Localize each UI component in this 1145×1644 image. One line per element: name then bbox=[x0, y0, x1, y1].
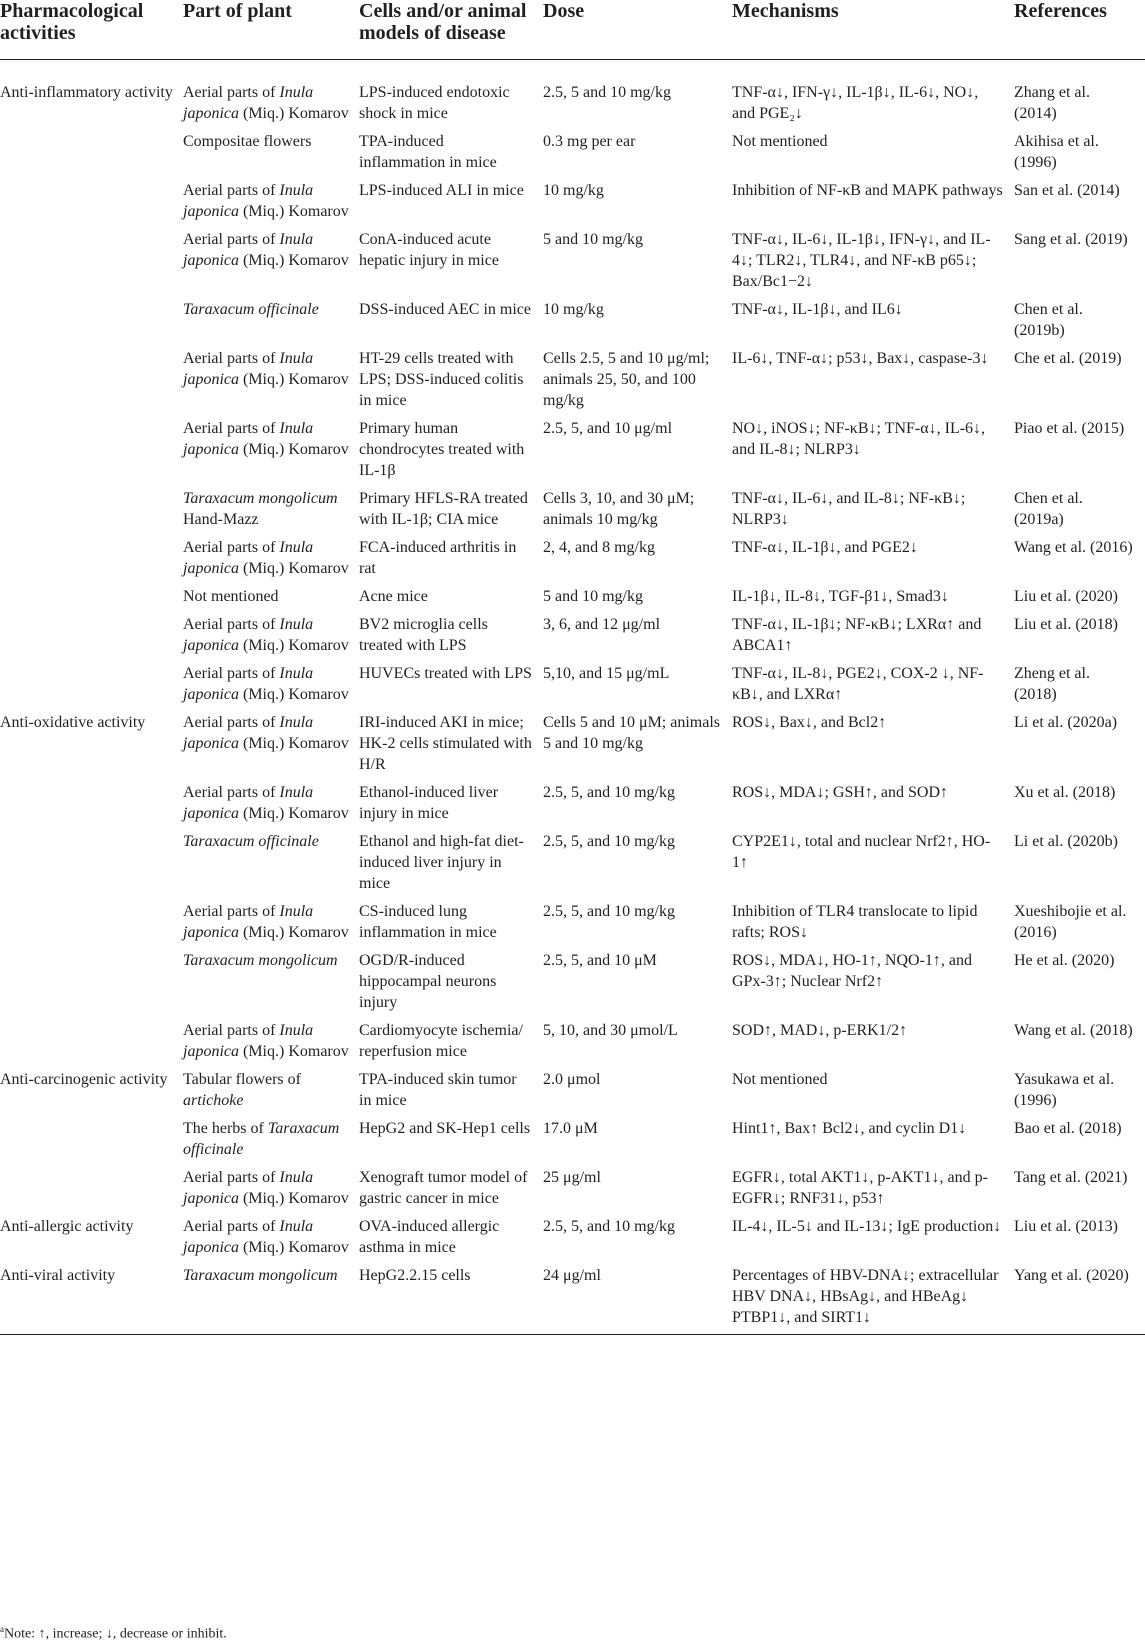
cell-reference: Li et al. (2020b) bbox=[1014, 833, 1118, 850]
cell-mechanisms: TNF-α↓, IL-1β↓, and IL6↓ bbox=[732, 301, 903, 318]
cell-dose: 0.3 mg per ear bbox=[543, 133, 636, 150]
cell-mechanisms: Inhibition of NF-κB and MAPK pathways bbox=[732, 182, 1003, 199]
header-models: Cells and/or animal models of disease bbox=[359, 0, 527, 44]
cell-reference: Yang et al. (2020) bbox=[1014, 1267, 1129, 1284]
cell-mechanisms: Not mentioned bbox=[732, 133, 828, 150]
species-name: Taraxacum officinale bbox=[183, 833, 319, 850]
footnote bbox=[0, 1620, 227, 1644]
cell-dose: Cells 3, 10, and 30 μM; animals 10 mg/kg bbox=[543, 490, 695, 528]
cell-dose: 5 and 10 mg/kg bbox=[543, 588, 643, 605]
species-name: Inula japonica bbox=[183, 1218, 314, 1256]
cell-mechanisms: TNF-α↓, IFN-γ↓, IL-1β↓, IL-6↓, NO↓, and PGE₂↓ bbox=[732, 84, 979, 122]
cell-reference: Xu et al. (2018) bbox=[1014, 784, 1116, 801]
cell-disease-model: Acne mice bbox=[359, 588, 428, 605]
cell-dose: 2.5, 5, and 10 mg/kg bbox=[543, 833, 675, 850]
cell-disease-model: HUVECs treated with LPS bbox=[359, 665, 532, 682]
cell-disease-model: DSS-induced AEC in mice bbox=[359, 301, 531, 318]
table-row bbox=[0, 1265, 1145, 1335]
plant-part-text: Tabular flowers of bbox=[183, 1071, 301, 1088]
cell-disease-model: HepG2.2.15 cells bbox=[359, 1267, 471, 1284]
plant-part-text: Aerial parts of bbox=[183, 350, 280, 367]
cell-reference: Che et al. (2019) bbox=[1014, 350, 1122, 367]
cell-plant-part bbox=[183, 901, 359, 950]
cell-plant-part bbox=[183, 950, 359, 1020]
cell-reference: Liu et al. (2018) bbox=[1014, 616, 1118, 633]
table-row bbox=[0, 782, 1145, 831]
cell-reference: Zheng et al. (2018) bbox=[1014, 665, 1090, 703]
cell-plant-part bbox=[183, 782, 359, 831]
species-name: Taraxacum officinale bbox=[183, 301, 319, 318]
species-name: Inula japonica bbox=[183, 903, 314, 941]
cell-dose: Cells 2.5, 5 and 10 μg/ml; animals 25, 50, and 100 mg/kg bbox=[543, 350, 710, 409]
plant-part-text: The herbs of bbox=[183, 1120, 268, 1137]
cell-activity: Anti-carcinogenic activity bbox=[0, 1071, 168, 1088]
plant-part-text: (Miq.) Komarov bbox=[239, 1239, 349, 1256]
cell-mechanisms: ROS↓, MDA↓, HO-1↑, NQO-1↑, and GPx-3↑; Nuclear Nrf2↑ bbox=[732, 952, 972, 990]
cell-dose: 2.5, 5, and 10 μg/ml bbox=[543, 420, 673, 437]
cell-dose: 2.5, 5, and 10 mg/kg bbox=[543, 1218, 675, 1235]
species-name: Inula japonica bbox=[183, 182, 314, 220]
cell-dose: 5, 10, and 30 μmol/L bbox=[543, 1022, 678, 1039]
cell-mechanisms: TNF-α↓, IL-8↓, PGE2↓, COX-2 ↓, NF-κB↓, and LXRα↑ bbox=[732, 665, 984, 703]
cell-reference: Wang et al. (2018) bbox=[1014, 1022, 1133, 1039]
cell-dose: 2.5, 5, and 10 mg/kg bbox=[543, 903, 675, 920]
cell-reference: Xueshibojie et al. (2016) bbox=[1014, 903, 1127, 941]
cell-dose: 2.0 μmol bbox=[543, 1071, 601, 1088]
species-name: Taraxacum mongolicum bbox=[183, 952, 338, 969]
cell-plant-part bbox=[183, 1020, 359, 1069]
cell-disease-model: Ethanol and high-fat diet-induced liver injury in mice bbox=[359, 833, 524, 892]
cell-plant-part bbox=[183, 1216, 359, 1265]
table-row bbox=[0, 131, 1145, 180]
plant-part-text: (Miq.) Komarov bbox=[239, 637, 349, 654]
cell-mechanisms: IL-1β↓, IL-8↓, TGF-β1↓, Smad3↓ bbox=[732, 588, 949, 605]
cell-plant-part bbox=[183, 586, 359, 614]
species-name: Inula japonica bbox=[183, 1169, 314, 1207]
plant-part-text: Aerial parts of bbox=[183, 420, 280, 437]
cell-activity: Anti-oxidative activity bbox=[0, 714, 146, 731]
cell-activity bbox=[0, 831, 183, 901]
species-name: Inula japonica bbox=[183, 84, 314, 122]
cell-plant-part bbox=[183, 299, 359, 348]
cell-mechanisms: TNF-α↓, IL-6↓, and IL-8↓; NF-κB↓; NLRP3↓ bbox=[732, 490, 966, 528]
cell-dose: 10 mg/kg bbox=[543, 182, 604, 199]
plant-part-text: Aerial parts of bbox=[183, 84, 280, 101]
cell-plant-part bbox=[183, 348, 359, 418]
cell-mechanisms: Hint1↑, Bax↑ Bcl2↓, and cyclin D1↓ bbox=[732, 1120, 967, 1137]
plant-part-text: Aerial parts of bbox=[183, 784, 280, 801]
cell-plant-part bbox=[183, 488, 359, 537]
cell-disease-model: IRI-induced AKI in mice; HK-2 cells stimulated with H/R bbox=[359, 714, 532, 773]
cell-mechanisms: EGFR↓, total AKT1↓, p-AKT1↓, and p-EGFR↓; RNF31↓, p53↑ bbox=[732, 1169, 988, 1207]
cell-disease-model: Primary HFLS-RA treated with IL-1β; CIA mice bbox=[359, 490, 528, 528]
plant-part-text: Aerial parts of bbox=[183, 903, 280, 920]
cell-plant-part bbox=[183, 229, 359, 299]
cell-dose: 24 μg/ml bbox=[543, 1267, 601, 1284]
plant-part-text: Aerial parts of bbox=[183, 231, 280, 248]
cell-mechanisms: TNF-α↓, IL-1β↓, and PGE2↓ bbox=[732, 539, 918, 556]
species-name: Taraxacum mongolicum bbox=[183, 1267, 338, 1284]
cell-dose: 5,10, and 15 μg/mL bbox=[543, 665, 670, 682]
plant-part-text: Hand-Mazz bbox=[183, 511, 259, 528]
cell-plant-part bbox=[183, 537, 359, 586]
cell-activity bbox=[0, 348, 183, 418]
cell-plant-part bbox=[183, 1069, 359, 1118]
plant-part-text: (Miq.) Komarov bbox=[239, 1043, 349, 1060]
table-row bbox=[0, 950, 1145, 1020]
cell-mechanisms: Not mentioned bbox=[732, 1071, 828, 1088]
table-row bbox=[0, 488, 1145, 537]
table-row bbox=[0, 60, 1145, 132]
species-name: Inula japonica bbox=[183, 714, 314, 752]
plant-part-text: (Miq.) Komarov bbox=[239, 371, 349, 388]
cell-plant-part bbox=[183, 1265, 359, 1335]
cell-reference: Tang et al. (2021) bbox=[1014, 1169, 1128, 1186]
cell-activity bbox=[0, 901, 183, 950]
cell-mechanisms: IL-4↓, IL-5↓ and IL-13↓; IgE production↓ bbox=[732, 1218, 1002, 1235]
cell-dose: 10 mg/kg bbox=[543, 301, 604, 318]
header-part-of-plant: Part of plant bbox=[183, 0, 292, 22]
cell-reference: Wang et al. (2016) bbox=[1014, 539, 1133, 556]
cell-plant-part bbox=[183, 418, 359, 488]
cell-disease-model: TPA-induced inflammation in mice bbox=[359, 133, 497, 171]
table-row bbox=[0, 831, 1145, 901]
cell-mechanisms: CYP2E1↓, total and nuclear Nrf2↑, HO-1↑ bbox=[732, 833, 991, 871]
cell-mechanisms: TNF-α↓, IL-6↓, IL-1β↓, IFN-γ↓, and IL-4↓; TLR2↓, TLR4↓, and NF-κB p65↓; Bax/Bc1−2↓ bbox=[732, 231, 991, 290]
table-row bbox=[0, 1069, 1145, 1118]
header-activities: Pharmacological activities bbox=[0, 0, 144, 44]
cell-mechanisms: Inhibition of TLR4 translocate to lipid rafts; ROS↓ bbox=[732, 903, 978, 941]
cell-plant-part bbox=[183, 180, 359, 229]
cell-disease-model: Xenograft tumor model of gastric cancer in mice bbox=[359, 1169, 528, 1207]
cell-dose: Cells 5 and 10 μM; animals 5 and 10 mg/kg bbox=[543, 714, 721, 752]
table-row bbox=[0, 1216, 1145, 1265]
plant-part-text: Aerial parts of bbox=[183, 1218, 280, 1235]
plant-part-text: Aerial parts of bbox=[183, 539, 280, 556]
plant-part-text: (Miq.) Komarov bbox=[239, 924, 349, 941]
plant-part-text: (Miq.) Komarov bbox=[239, 203, 349, 220]
cell-disease-model: ConA-induced acute hepatic injury in mice bbox=[359, 231, 499, 269]
table-row bbox=[0, 299, 1145, 348]
cell-dose: 2.5, 5, and 10 mg/kg bbox=[543, 784, 675, 801]
cell-reference: Bao et al. (2018) bbox=[1014, 1120, 1122, 1137]
cell-disease-model: LPS-induced endotoxic shock in mice bbox=[359, 84, 510, 122]
cell-reference: He et al. (2020) bbox=[1014, 952, 1115, 969]
species-name: Inula japonica bbox=[183, 665, 314, 703]
cell-reference: Chen et al. (2019a) bbox=[1014, 490, 1083, 528]
plant-part-text: Not mentioned bbox=[183, 588, 279, 605]
cell-disease-model: OGD/R-induced hippocampal neurons injury bbox=[359, 952, 497, 1011]
plant-part-text: (Miq.) Komarov bbox=[239, 1190, 349, 1207]
header-dose: Dose bbox=[543, 0, 585, 22]
table-row bbox=[0, 1167, 1145, 1216]
cell-activity: Anti-inflammatory activity bbox=[0, 84, 173, 101]
footnote-text: Note: ↑, increase; ↓, decrease or inhibit. bbox=[4, 1626, 227, 1642]
cell-dose: 2, 4, and 8 mg/kg bbox=[543, 539, 655, 556]
plant-part-text: Aerial parts of bbox=[183, 616, 280, 633]
cell-plant-part bbox=[183, 60, 359, 132]
header-mechanisms: Mechanisms bbox=[732, 0, 839, 22]
table-row bbox=[0, 537, 1145, 586]
cell-reference: Yasukawa et al. (1996) bbox=[1014, 1071, 1115, 1109]
footnote-marker: a bbox=[0, 1624, 4, 1634]
plant-part-text: (Miq.) Komarov bbox=[239, 441, 349, 458]
cell-plant-part bbox=[183, 1118, 359, 1167]
cell-disease-model: Ethanol-induced liver injury in mice bbox=[359, 784, 499, 822]
cell-plant-part bbox=[183, 1167, 359, 1216]
plant-part-text: Aerial parts of bbox=[183, 1169, 280, 1186]
table-row bbox=[0, 712, 1145, 782]
species-name: Inula japonica bbox=[183, 420, 314, 458]
species-name: Inula japonica bbox=[183, 539, 314, 577]
cell-activity bbox=[0, 131, 183, 180]
species-name: Taraxacum officinale bbox=[183, 1120, 340, 1158]
plant-part-text: Aerial parts of bbox=[183, 665, 280, 682]
cell-plant-part bbox=[183, 831, 359, 901]
table-row bbox=[0, 663, 1145, 712]
cell-reference: Li et al. (2020a) bbox=[1014, 714, 1118, 731]
plant-part-text: Compositae flowers bbox=[183, 133, 312, 150]
cell-reference: Sang et al. (2019) bbox=[1014, 231, 1128, 248]
cell-mechanisms: ROS↓, Bax↓, and Bcl2↑ bbox=[732, 714, 887, 731]
cell-mechanisms: IL-6↓, TNF-α↓; p53↓, Bax↓, caspase-3↓ bbox=[732, 350, 989, 367]
cell-activity bbox=[0, 1020, 183, 1069]
cell-mechanisms: ROS↓, MDA↓; GSH↑, and SOD↑ bbox=[732, 784, 949, 801]
cell-dose: 25 μg/ml bbox=[543, 1169, 601, 1186]
table-header bbox=[0, 0, 1145, 60]
cell-disease-model: FCA-induced arthritis in rat bbox=[359, 539, 517, 577]
cell-activity bbox=[0, 782, 183, 831]
species-name: Inula japonica bbox=[183, 231, 314, 269]
cell-reference: San et al. (2014) bbox=[1014, 182, 1120, 199]
cell-activity bbox=[0, 299, 183, 348]
cell-activity bbox=[0, 1167, 183, 1216]
table-row bbox=[0, 1118, 1145, 1167]
cell-reference: Piao et al. (2015) bbox=[1014, 420, 1125, 437]
cell-disease-model: CS-induced lung inflammation in mice bbox=[359, 903, 497, 941]
plant-part-text: (Miq.) Komarov bbox=[239, 805, 349, 822]
cell-plant-part bbox=[183, 614, 359, 663]
cell-plant-part bbox=[183, 712, 359, 782]
cell-mechanisms: NO↓, iNOS↓; NF-κB↓; TNF-α↓, IL-6↓, and IL-8↓; NLRP3↓ bbox=[732, 420, 986, 458]
species-name: Taraxacum mongolicum bbox=[183, 490, 338, 507]
cell-plant-part bbox=[183, 663, 359, 712]
table-row bbox=[0, 901, 1145, 950]
species-name: Inula japonica bbox=[183, 350, 314, 388]
cell-activity bbox=[0, 418, 183, 488]
cell-activity bbox=[0, 614, 183, 663]
plant-part-text: (Miq.) Komarov bbox=[239, 560, 349, 577]
table-row bbox=[0, 614, 1145, 663]
cell-mechanisms: TNF-α↓, IL-1β↓; NF-κB↓; LXRα↑ and ABCA1↑ bbox=[732, 616, 982, 654]
cell-disease-model: HepG2 and SK-Hep1 cells bbox=[359, 1120, 531, 1137]
table-row bbox=[0, 180, 1145, 229]
table-body bbox=[0, 60, 1145, 1335]
plant-part-text: Aerial parts of bbox=[183, 1022, 280, 1039]
plant-part-text: (Miq.) Komarov bbox=[239, 686, 349, 703]
cell-disease-model: BV2 microglia cells treated with LPS bbox=[359, 616, 488, 654]
cell-mechanisms: Percentages of HBV-DNA↓; extracellular HBV DNA↓, HBsAg↓, and HBeAg↓ PTBP1↓, and SIRT1↓ bbox=[732, 1267, 999, 1326]
table-row bbox=[0, 586, 1145, 614]
cell-reference: Liu et al. (2020) bbox=[1014, 588, 1118, 605]
species-name: artichoke bbox=[183, 1092, 244, 1109]
cell-reference: Chen et al. (2019b) bbox=[1014, 301, 1083, 339]
cell-activity bbox=[0, 537, 183, 586]
cell-activity bbox=[0, 1118, 183, 1167]
plant-part-text: Aerial parts of bbox=[183, 714, 280, 731]
cell-activity bbox=[0, 586, 183, 614]
species-name: Inula japonica bbox=[183, 616, 314, 654]
cell-mechanisms: SOD↑, MAD↓, p-ERK1/2↑ bbox=[732, 1022, 908, 1039]
cell-activity bbox=[0, 950, 183, 1020]
cell-activity bbox=[0, 663, 183, 712]
cell-dose: 2.5, 5, and 10 μM bbox=[543, 952, 657, 969]
table-row bbox=[0, 348, 1145, 418]
cell-reference: Zhang et al. (2014) bbox=[1014, 84, 1090, 122]
cell-dose: 5 and 10 mg/kg bbox=[543, 231, 643, 248]
cell-dose: 3, 6, and 12 μg/ml bbox=[543, 616, 661, 633]
species-name: Inula japonica bbox=[183, 784, 314, 822]
cell-plant-part bbox=[183, 131, 359, 180]
cell-activity bbox=[0, 180, 183, 229]
cell-activity bbox=[0, 229, 183, 299]
table-row bbox=[0, 229, 1145, 299]
header-references: References bbox=[1014, 0, 1107, 22]
plant-part-text: Aerial parts of bbox=[183, 182, 280, 199]
plant-part-text: (Miq.) Komarov bbox=[239, 105, 349, 122]
cell-disease-model: TPA-induced skin tumor in mice bbox=[359, 1071, 517, 1109]
table-row bbox=[0, 418, 1145, 488]
cell-disease-model: OVA-induced allergic asthma in mice bbox=[359, 1218, 500, 1256]
plant-part-text: (Miq.) Komarov bbox=[239, 735, 349, 752]
cell-disease-model: Cardiomyocyte ischemia/ reperfusion mice bbox=[359, 1022, 523, 1060]
table-row bbox=[0, 1020, 1145, 1069]
cell-reference: Liu et al. (2013) bbox=[1014, 1218, 1118, 1235]
cell-activity: Anti-viral activity bbox=[0, 1267, 116, 1284]
cell-activity: Anti-allergic activity bbox=[0, 1218, 134, 1235]
cell-dose: 17.0 μM bbox=[543, 1120, 598, 1137]
species-name: Inula japonica bbox=[183, 1022, 314, 1060]
cell-dose: 2.5, 5 and 10 mg/kg bbox=[543, 84, 671, 101]
cell-disease-model: Primary human chondrocytes treated with IL-1β bbox=[359, 420, 525, 479]
cell-reference: Akihisa et al. (1996) bbox=[1014, 133, 1099, 171]
cell-disease-model: LPS-induced ALI in mice bbox=[359, 182, 524, 199]
cell-disease-model: HT-29 cells treated with LPS; DSS-induced colitis in mice bbox=[359, 350, 524, 409]
cell-activity bbox=[0, 488, 183, 537]
plant-part-text: (Miq.) Komarov bbox=[239, 252, 349, 269]
